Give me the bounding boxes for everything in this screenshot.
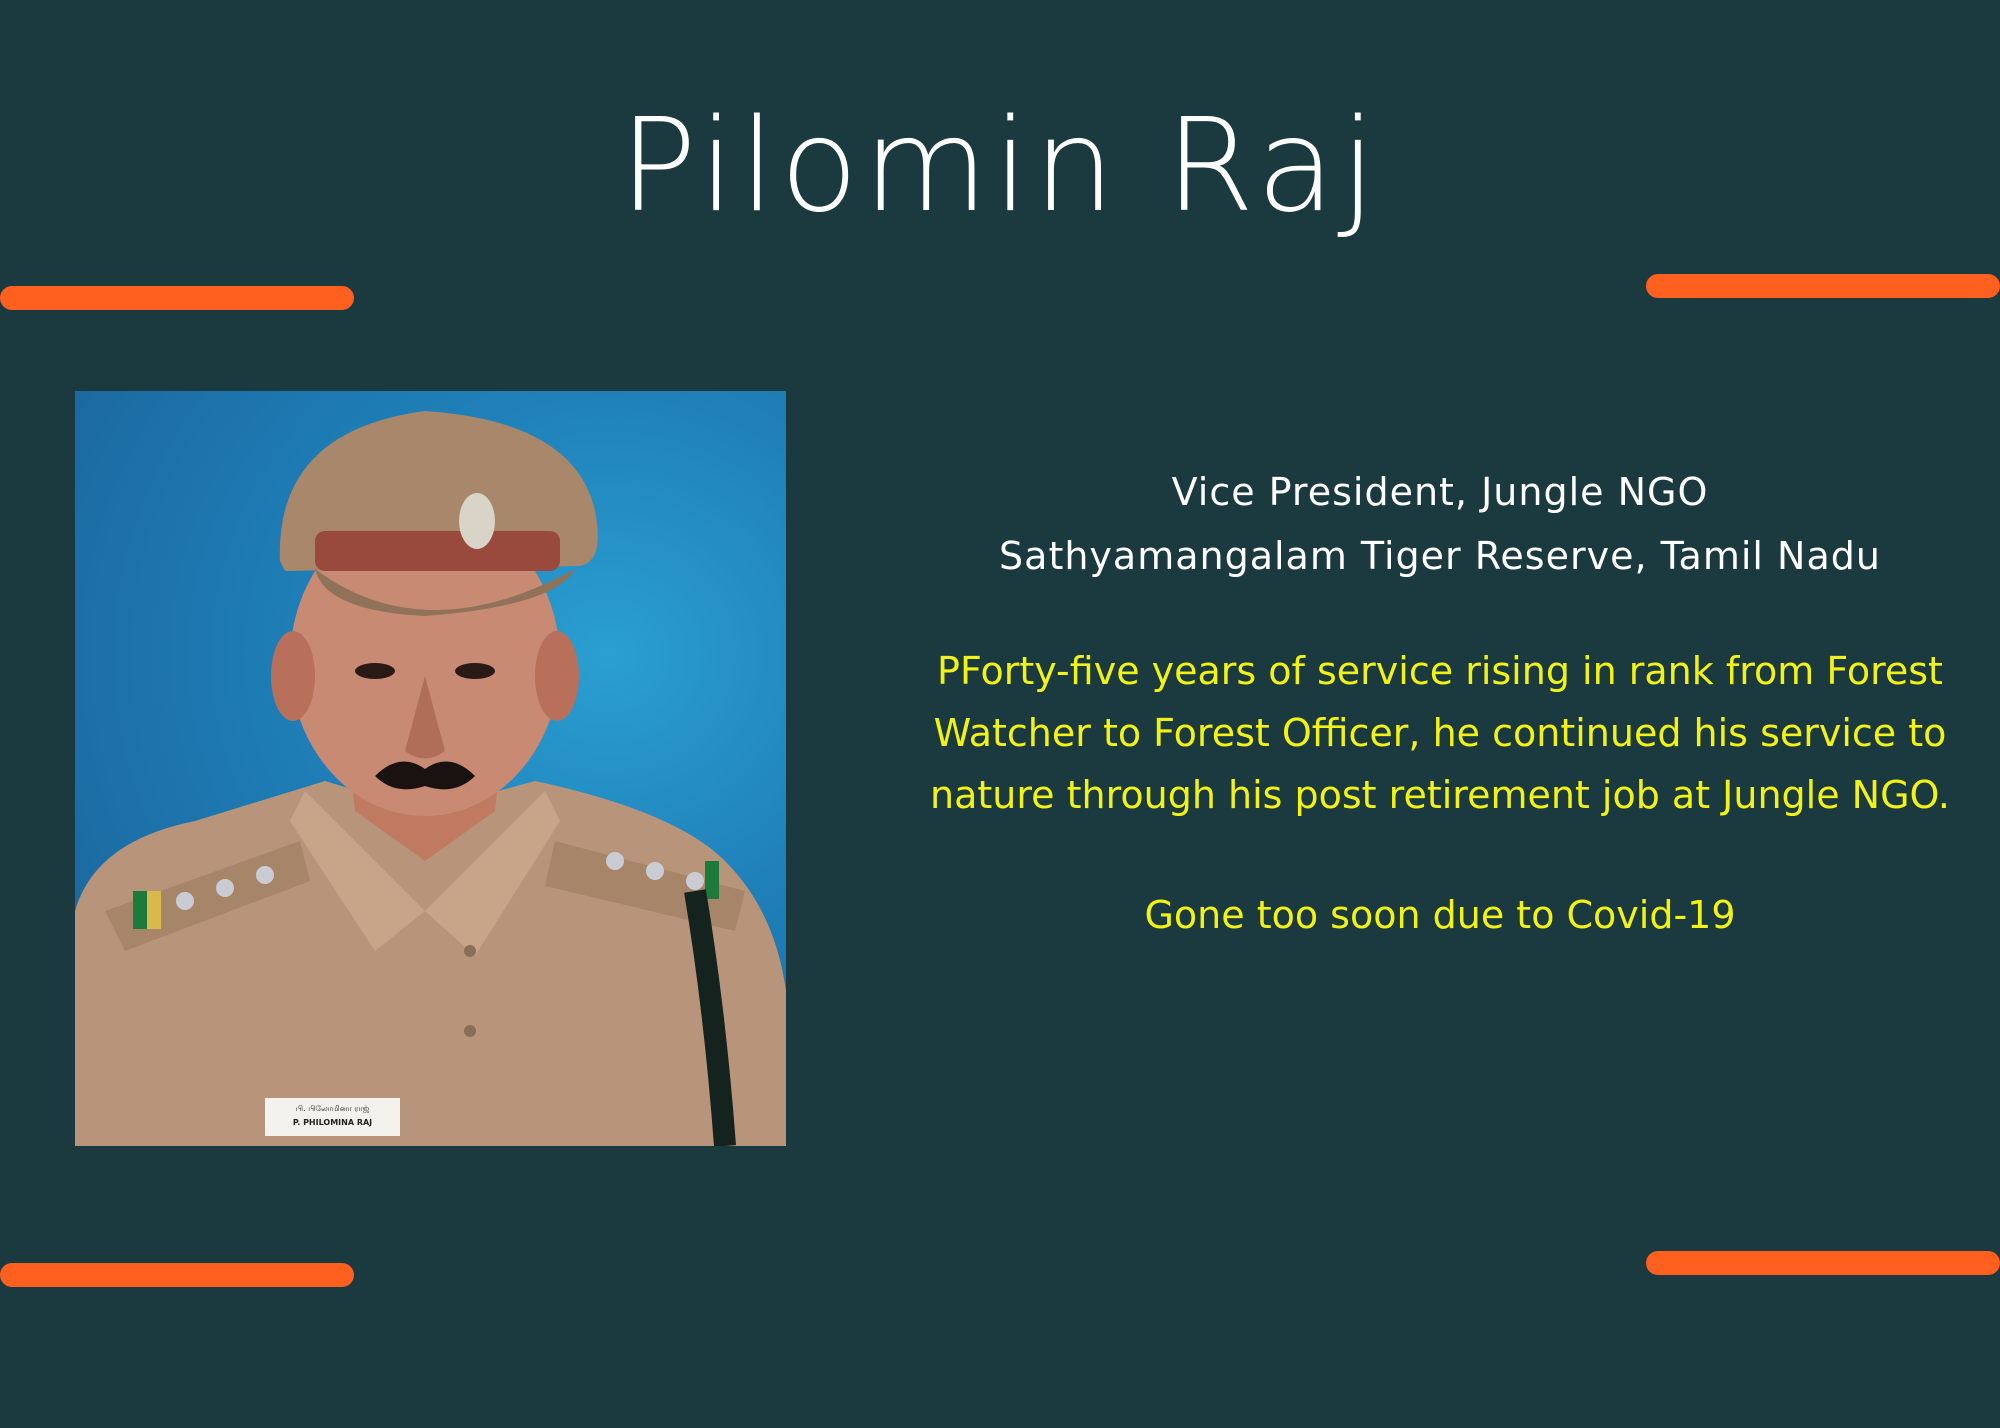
name-tag-line2: P. PHILOMINA RAJ [292,1118,373,1127]
info-panel [900,460,1980,946]
bio-text: PForty-five years of service rising in rank from Forest Watcher to Forest Officer, he continued his service to nature through his post retirement job at Jungle NGO. [930,649,1951,817]
role-title: Vice President, Jungle NGO [1171,470,1709,514]
accent-bar-bottom-left [0,1263,354,1287]
accent-bar-top-left [0,286,354,310]
memorial-text: Gone too soon due to Covid-19 [1144,893,1736,937]
page-title: Pilomin Raj [619,92,1381,241]
accent-bar-bottom-right [1646,1251,2000,1275]
role-location: Sathyamangalam Tiger Reserve, Tamil Nadu [999,534,1881,578]
role-block [900,460,1980,588]
portrait-photo [75,391,786,1146]
name-tag [265,1098,400,1136]
name-tag-line1: பி. பிலோமினா ராஜ் [295,1104,370,1113]
accent-bar-top-right [1646,274,2000,298]
